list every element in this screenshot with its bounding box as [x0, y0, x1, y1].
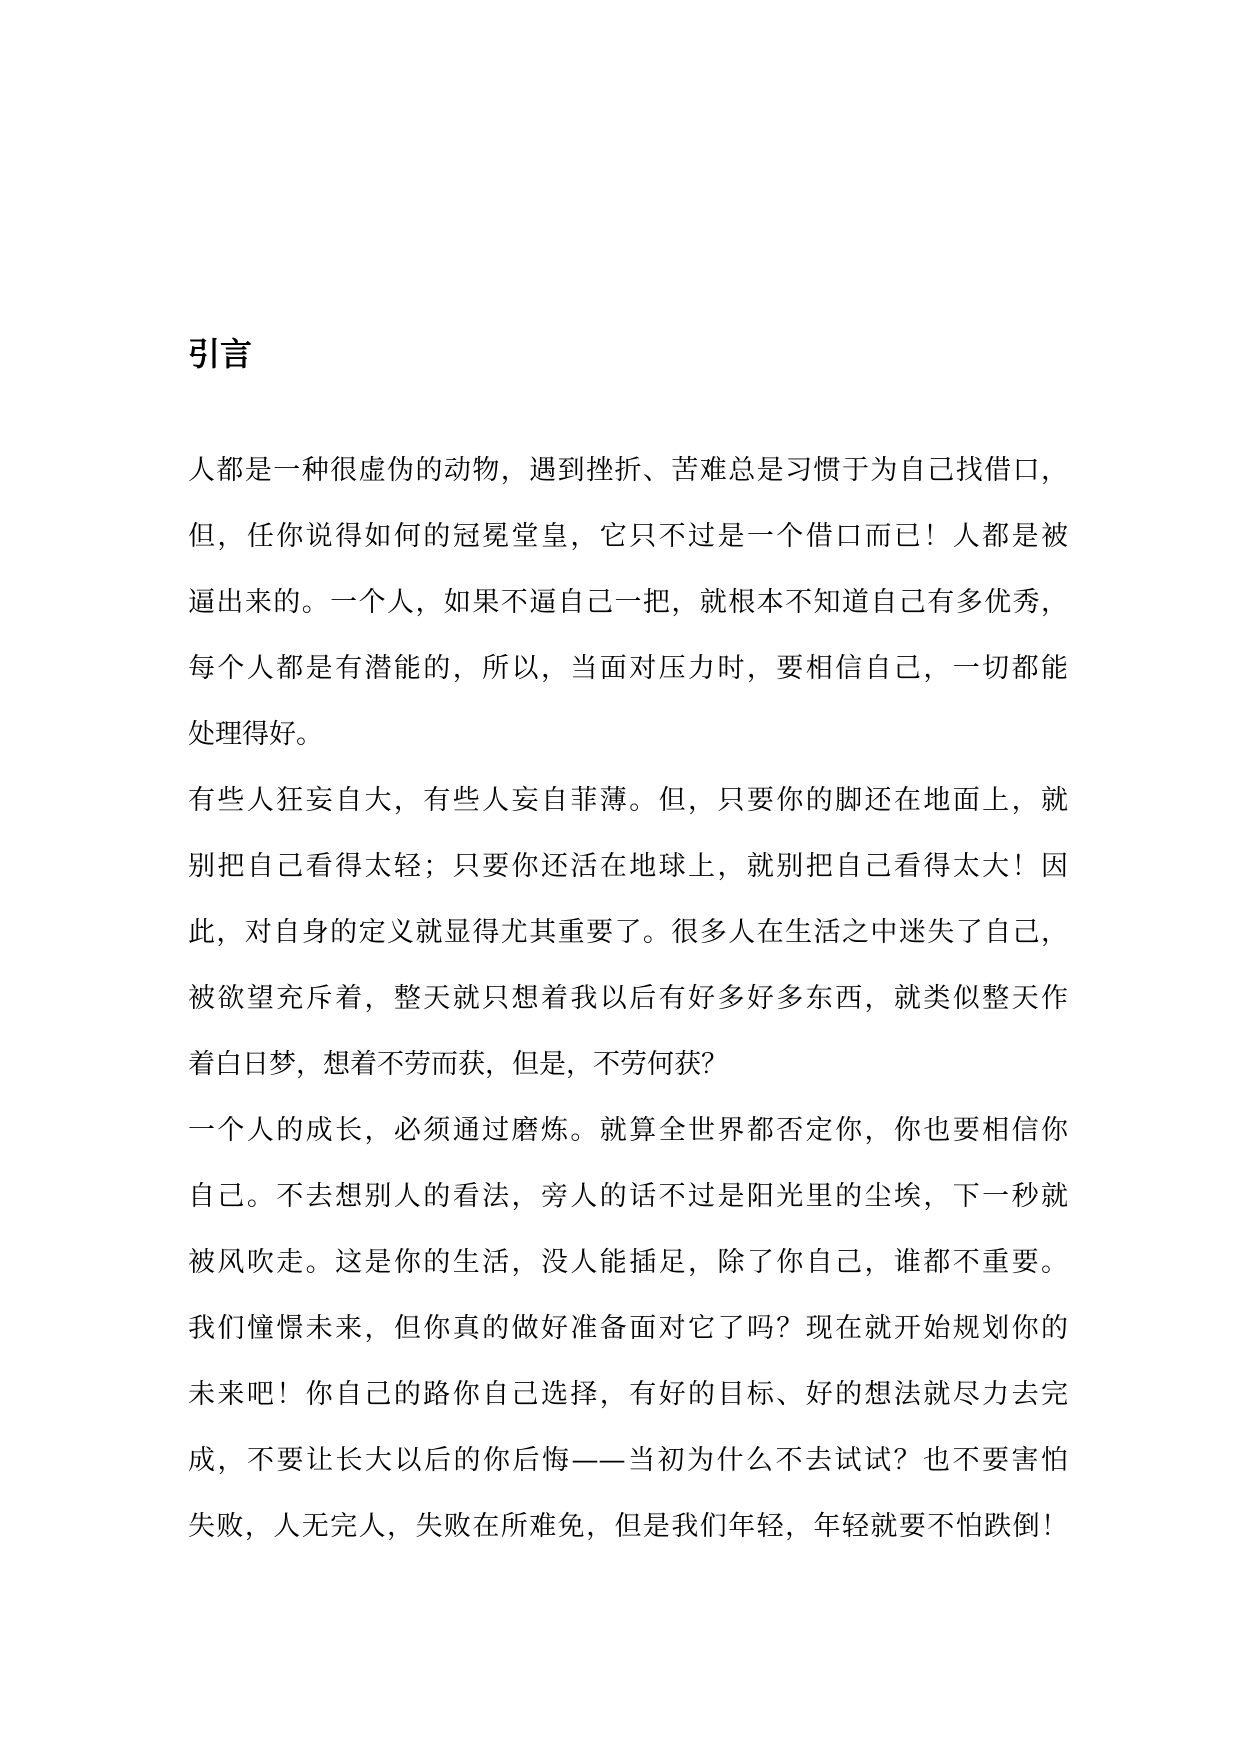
text-line: 被风吹走。这是你的生活，没人能插足，除了你自己，谁都不重要。 — [188, 1247, 1068, 1278]
text-line: 未来吧！你自己的路你自己选择，有好的目标、好的想法就尽力去完 — [188, 1379, 1068, 1410]
text-line: 自己。不去想别人的看法，旁人的话不过是阳光里的尘埃，下一秒就 — [188, 1181, 1068, 1212]
text-line: 每个人都是有潜能的，所以，当面对压力时，要相信自己，一切都能 — [188, 653, 1068, 684]
text-line: 失败，人无完人，失败在所难免，但是我们年轻，年轻就要不怕跌倒！ — [188, 1511, 1068, 1542]
text-line: 我们憧憬未来，但你真的做好准备面对它了吗？现在就开始规划你的 — [188, 1313, 1068, 1344]
text-line: 逼出来的。一个人，如果不逼自己一把，就根本不知道自己有多优秀， — [188, 587, 1068, 618]
text-line: 别把自己看得太轻；只要你还活在地球上，就别把自己看得太大！因 — [188, 851, 1068, 882]
text-line: 但，任你说得如何的冠冕堂皇，它只不过是一个借口而已！人都是被 — [188, 521, 1068, 552]
text-line: 着白日梦，想着不劳而获，但是，不劳何获？ — [188, 1049, 728, 1080]
text-line: 一个人的成长，必须通过磨炼。就算全世界都否定你，你也要相信你 — [188, 1115, 1068, 1146]
text-line: 成，不要让长大以后的你后悔——当初为什么不去试试？也不要害怕 — [188, 1445, 1068, 1476]
text-line: 人都是一种很虚伪的动物，遇到挫折、苦难总是习惯于为自己找借口， — [188, 455, 1068, 486]
text-line: 有些人狂妄自大，有些人妄自菲薄。但，只要你的脚还在地面上，就 — [188, 785, 1068, 816]
text-line: 处理得好。 — [188, 719, 323, 750]
text-line: 被欲望充斥着，整天就只想着我以后有好多好多东西，就类似整天作 — [188, 983, 1068, 1014]
page-heading: 引言 — [188, 335, 253, 373]
text-line: 此，对自身的定义就显得尤其重要了。很多人在生活之中迷失了自己， — [188, 917, 1068, 948]
body-text — [188, 438, 1068, 1560]
